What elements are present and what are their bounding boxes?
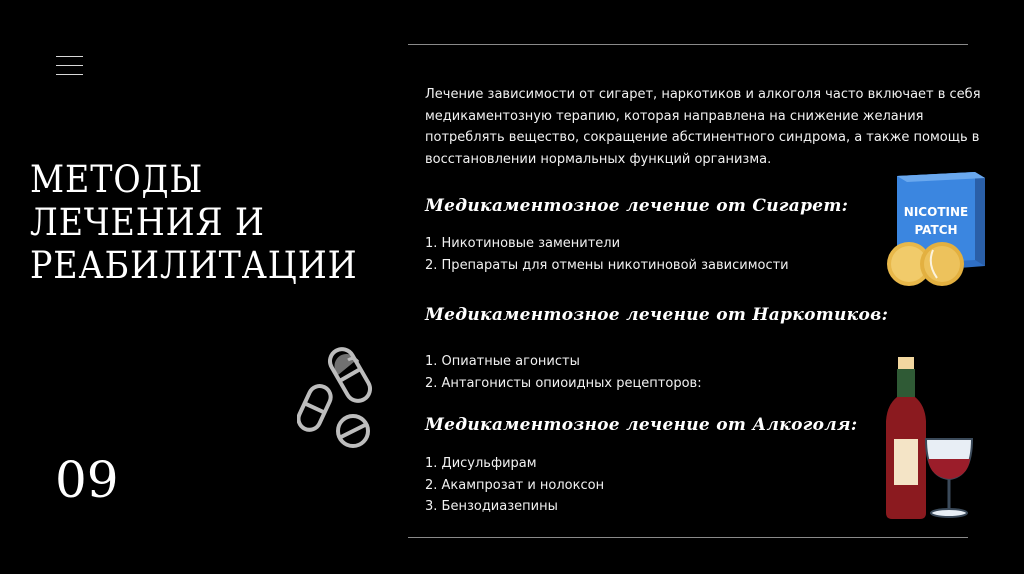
patch-label-1: NICOTINE	[903, 205, 969, 219]
title-line-1: МЕТОДЫ	[30, 158, 204, 201]
section-heading-cigarettes: Медикаментозное лечение от Сигарет:	[425, 196, 849, 216]
intro-paragraph: Лечение зависимости от сигарет, наркотиков и алкоголя часто включает в себя медикаментозную терапию, которая направлена на снижение желания потреблять вещество, сокращение абстинентного синдрома, а также помощь в восстановлении нормальных функций организма.	[425, 87, 981, 167]
section-heading-drugs: Медикаментозное лечение от Наркотиков:	[425, 305, 889, 325]
list-item: 2. Препараты для отмены никотиновой зависимости	[425, 257, 789, 273]
title-line-2: ЛЕЧЕНИЯ И	[30, 201, 265, 244]
slide-title	[30, 158, 358, 287]
list-item: 1. Опиатные агонисты	[425, 354, 580, 369]
page-number: 09	[55, 451, 119, 509]
patch-label-2: PATCH	[914, 223, 958, 237]
wine-glass-icon	[926, 439, 972, 517]
title-line-3: РЕАБИЛИТАЦИИ	[30, 244, 358, 287]
pills-icon	[297, 345, 379, 450]
list-item: 1. Дисульфирам	[425, 456, 537, 471]
nicotine-patch-icon	[885, 168, 987, 290]
menu-icon[interactable]	[56, 56, 83, 76]
list-item: 3. Бензодиазепины	[425, 499, 558, 514]
top-divider	[408, 44, 968, 45]
list-cigarettes	[425, 233, 789, 276]
list-item: 1. Никотиновые заменители	[425, 236, 621, 251]
list-item: 2. Акампрозат и нолоксон	[425, 477, 605, 493]
list-item: 2. Антагонисты опиоидных рецепторов:	[425, 375, 702, 391]
bottom-divider	[408, 537, 968, 538]
section-heading-alcohol: Медикаментозное лечение от Алкоголя:	[425, 415, 858, 435]
list-alcohol	[425, 453, 604, 518]
list-drugs	[425, 351, 702, 394]
wine-bottle-icon	[884, 355, 978, 521]
